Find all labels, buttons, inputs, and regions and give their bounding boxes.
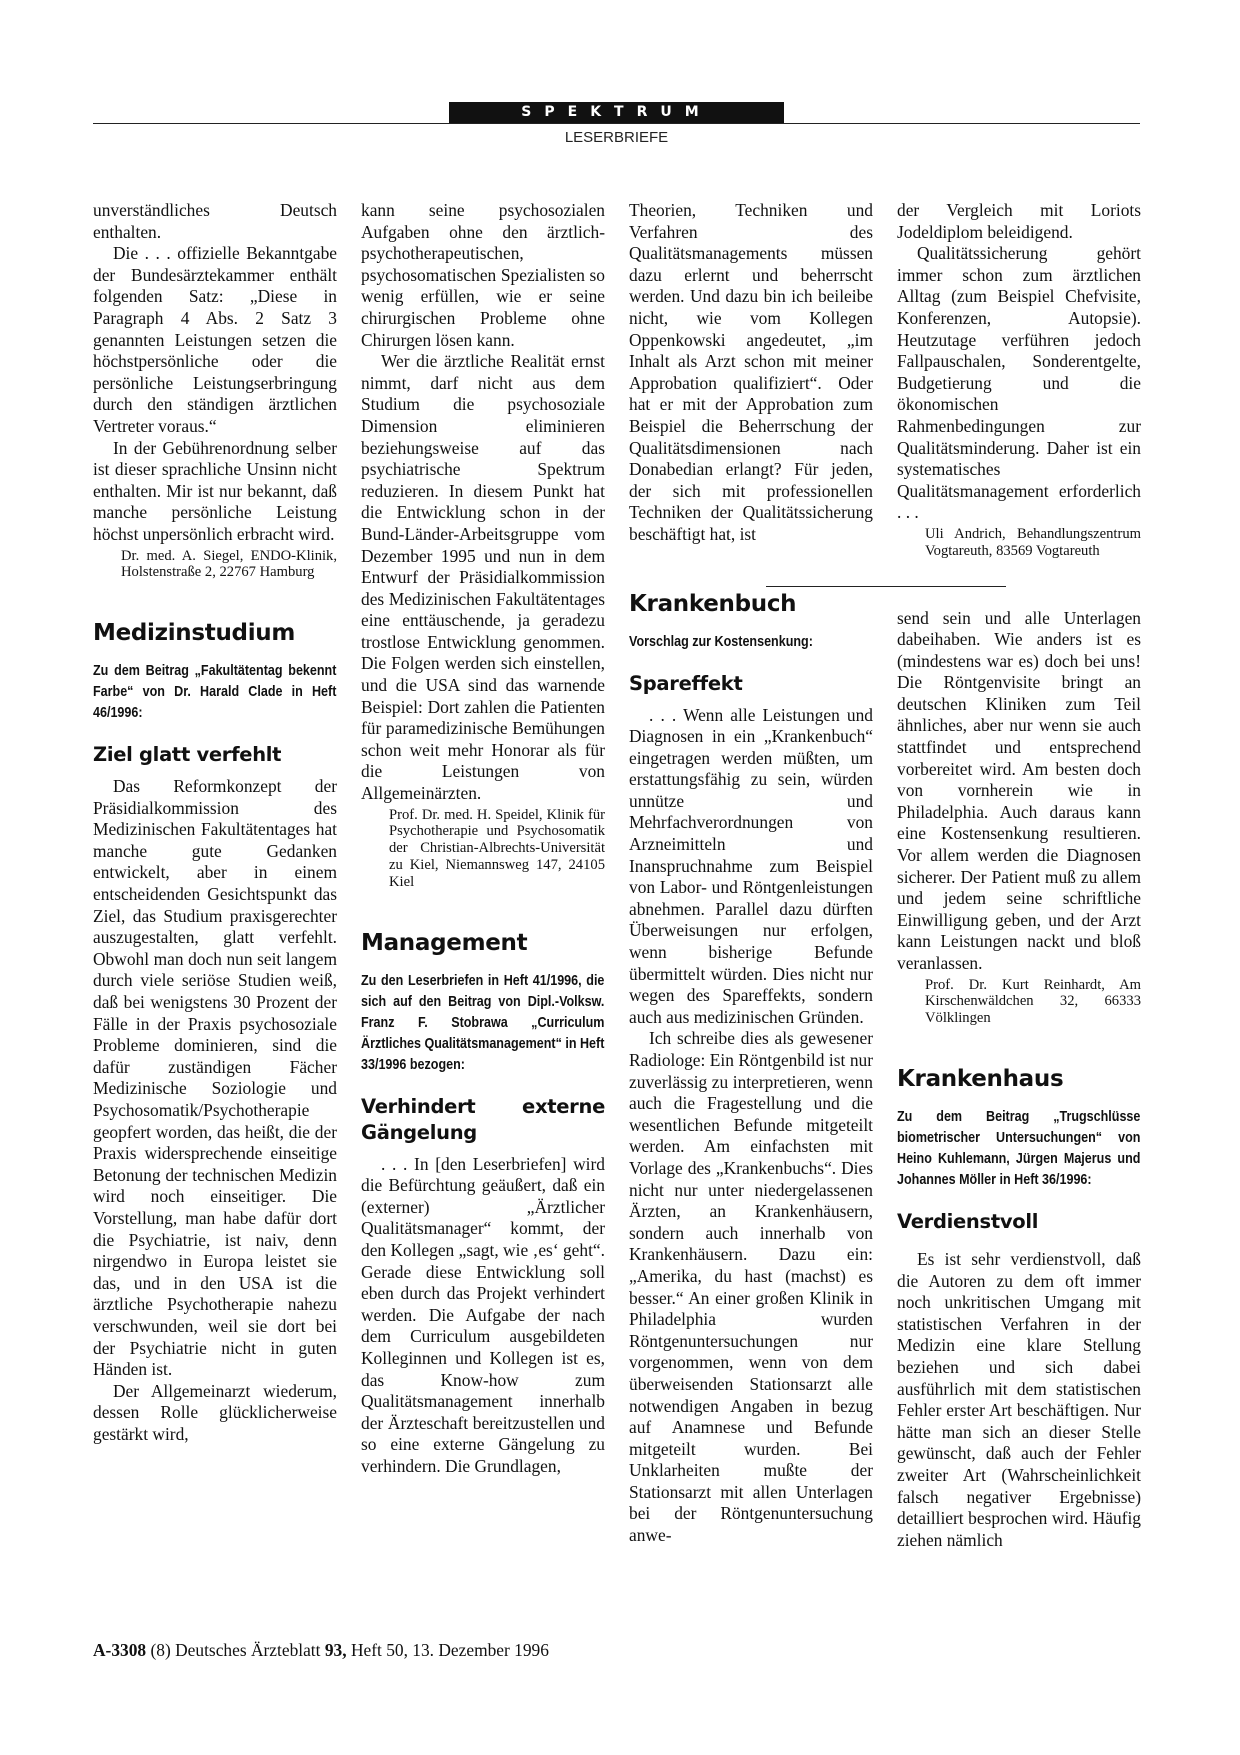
letter-signature: Uli Andrich, Behandlungszentrum Vogtareuth, 83569 Vogtareuth (925, 525, 1141, 559)
rubric-title: Medizinstudium (93, 620, 296, 647)
rubric-title: Krankenhaus (897, 1065, 1064, 1092)
paragraph: Ich schreibe dies als gewesener Radiologe: Ein Röntgenbild ist nur zuverlässig zu interpretieren, wenn auch die Fragestellung und die wesentlichen Befunde mitgeteilt werden. Am einfachsten mit Vorlage des „Krankenbuchs“. Dies nicht nur unter niedergelassenen Ärzten, an Krankenhäusern, sondern auch innerhalb von Krankenhäusern. Dazu ein: „Amerika, du hast (machst) es besser.“ An einer großen Klinik in Philadelphia wurden Röntgenuntersuchungen nur vorgenommen, wenn von dem überweisenden Stationsarzt alle notwendigen Angaben in bezug auf Anamnese und Befunde mitgeteilt wurden. Bei Unklarheiten mußte der Stationsarzt mit allen Unterlagen bei der Röntgenuntersuchung anwe- (629, 1028, 873, 1546)
paragraph: Theorien, Techniken und Verfahren des Qualitätsmanagements müssen dazu erlernt und beherrscht werden. Und dazu bin ich beileibe nicht, wie vom Kollegen Oppenkowski angedeutet, „im Inhalt als Arzt schon mit meiner Approbation qualifiziert“. Oder hat er mit der Approbation zum Beispiel die Beherrschung der Qualitätsdimensionen nach Donabedian erlangt? Für jeden, der sich mit professionellen Techniken der Qualitätssicherung beschäftigt hat, ist (629, 200, 873, 544)
paragraph: kann seine psychosozialen Aufgaben ohne den ärztlich-psychotherapeutischen, psychosomatischen Spezialisten so wenig erfüllen, wie er seine chirurgischen Probleme ohne Chirurgen lösen kann. (361, 200, 605, 350)
footer-volume: 93, (324, 1640, 347, 1660)
subsection-title: LESERBRIEFE (564, 129, 669, 146)
column-2 (361, 200, 605, 1478)
paragraph: send sein und alle Unterlagen dabeihaben. Wie anders ist es (mindestens war es) doch bei uns! Die Röntgenvisite bringt an deutschen Kliniken zum Teil ähnliches, aber nur wenn sie auch stattfindet und entsprechend vorbereitet wird. Am besten doch von vornherein wie in Philadelphia. Auch daraus kann eine Kostensenkung resultieren. Vor allem werden die Diagnosen sicherer. Der Patient muß zu allem und jedem seine schriftliche Einwilligung geben, und der Arzt kann Leistungen nackt und bloß veranlassen. (897, 607, 1141, 973)
letter-signature: Prof. Dr. med. H. Speidel, Klinik für Psychotherapie und Psychosomatik der Christian-Albrechts-Universität zu Kiel, Niemannsweg 147, 24105 Kiel (389, 806, 605, 890)
footer-journal: (8) Deutsches Ärzteblatt (150, 1640, 321, 1660)
rubric-teaser: Zu dem Beitrag „Trugschlüsse biometrischer Untersuchungen“ von Heino Kuhlemann, Jürgen Majerus und Johannes Möller in Heft 36/1996: (897, 1108, 1141, 1188)
letter-signature: Dr. med. A. Siegel, ENDO-Klinik, Holstenstraße 2, 22767 Hamburg (121, 547, 337, 581)
rubric-teaser: Zu den Leserbriefen in Heft 41/1996, die sich auf den Beitrag von Dipl.-Volksw. Franz F. Stobrawa „Curriculum Ärztliches Qualitätsmanagement“ in Heft 33/1996 bezogen: (361, 972, 605, 1073)
paragraph: Die . . . offizielle Bekanntgabe der Bundesärztekammer enthält folgenden Satz: „Diese in Paragraph 4 Abs. 2 Satz 3 genannten Leistungen setzen die höchstpersönliche oder die persönliche Leistungserbringung durch den ständigen ärztlichen Vertreter voraus.“ (93, 243, 337, 436)
paragraph: . . . In [den Leserbriefen] wird die Befürchtung geäußert, daß ein (externer) „Ärztlicher Qualitätsmanager“ kommt, der den Kollegen „sagt, wie ‚es‘ geht“. Gerade diese Entwicklung soll eben durch das Projekt verhindert werden. Die Aufgabe der nach dem Curriculum ausgebildeten Kolleginnen und Kollegen ist es, das Know-how zum Qualitätsmanagement innerhalb der Ärzteschaft bereitzustellen und so eine externe Gängelung zu verhindern. Die Grundlagen, (361, 1153, 605, 1476)
paragraph: In der Gebührenordnung selber ist dieser sprachliche Unsinn nicht enthalten. Mir ist nur bekannt, daß manche persönliche Leistung höchst unpersönlich erbracht wird. (93, 437, 337, 544)
letter-headline: Spareffekt (629, 671, 743, 695)
page-number: A-3308 (93, 1640, 147, 1660)
rubric-title: Krankenbuch (629, 590, 797, 617)
paragraph: . . . Wenn alle Leistungen und Diagnosen in ein „Krankenbuch“ eingetragen werden müßten, um erstattungsfähig zu sein, würden unnütze und Mehrfachverordnungen von Arzneimitteln und Inanspruchnahme zum Beispiel von Labor- und Röntgenleistungen abnehmen. Parallel dazu dürften Überweisungen nur erfolgen, wenn bisherige Befunde übermittelt würden. Dies nicht nur wegen des Spareffekts, sondern auch aus medizinischen Gründen. (629, 704, 873, 1027)
column-4 (897, 200, 1141, 1551)
paragraph: Es ist sehr verdienstvoll, daß die Autoren zu dem oft immer noch unkritischen Umgang mit statistischen Verfahren in der Medizin eine klare Stellung beziehen und sich dabei ausführlich mit dem statistischen Fehler erster Art beschäftigen. Nur hätte man sich an dieser Stelle gewünscht, daß auch der Fehler zweiter Art (Wahrscheinlichkeit falsch negativer Ergebnisse) detailliert besprochen wird. Häufig ziehen nämlich (897, 1248, 1141, 1550)
paragraph: unverständliches Deutsch enthalten. (93, 200, 337, 242)
letter-signature: Prof. Dr. Kurt Reinhardt, Am Kirschenwäldchen 32, 66333 Völklingen (925, 976, 1141, 1027)
paragraph: der Vergleich mit Loriots Jodeldiplom beleidigend. (897, 200, 1141, 242)
section-bar: SPEKTRUM (449, 102, 784, 123)
rubric-teaser: Vorschlag zur Kostensenkung: (629, 633, 813, 650)
header-rule (93, 123, 1140, 124)
paragraph: Der Allgemeinarzt wiederum, dessen Rolle glücklicherweise gestärkt wird, (93, 1380, 337, 1444)
footer-issue: Heft 50, 13. Dezember 1996 (350, 1640, 549, 1660)
rubric-teaser: Zu dem Beitrag „Fakultätentag bekennt Farbe“ von Dr. Harald Clade in Heft 46/1996: (93, 663, 337, 722)
page-footer (93, 1640, 549, 1661)
rubric-title: Management (361, 929, 528, 956)
letter-headline: Ziel glatt verfehlt (93, 743, 282, 767)
letter-headline: Verdienstvoll (897, 1209, 1039, 1233)
column-1 (93, 200, 337, 1446)
column-3 (629, 200, 873, 1547)
paragraph: Wer die ärztliche Realität ernst nimmt, darf nicht aus dem Studium die psychosoziale Dimension eliminieren beziehungsweise auf das psychiatrische Spektrum reduzieren. In diesem Punkt hat die Entwicklung schon in der Bund-Länder-Arbeitsgruppe vom Dezember 1995 und nun in dem Entwurf der Präsidialkommission des Medizinischen Fakultätentages eine enttäuschende, ja geradezu trostlose Entwicklung genommen. Die Folgen werden sich einstellen, und die USA sind das warnende Beispiel: Dort zahlen die Patienten für paramedizinische Bemühungen schon weit mehr Honorar als für die Leistungen von Allgemeinärzten. (361, 351, 605, 804)
letter-headline: Verhindert externe Gängelung (361, 1094, 605, 1144)
paragraph: Das Reformkonzept der Präsidialkommission des Medizinischen Fakultätentages hat manche gute Gedanken entwickelt, aber in einem entscheidenden Gesichtspunkt das Ziel, das Studium praxisgerechter auszugestalten, glatt verfehlt. Obwohl man doch nun seit langem durch viele seriöse Studien weiß, daß bei wenigstens 30 Prozent der Fälle in der Praxis psychosoziale Probleme dominieren, sind die dafür zuständigen Fächer Medizinische Soziologie und Psychosomatik/Psychotherapie geopfert worden, das heißt, die der Praxis widersprechende einseitige Betonung der technischen Medizin wird noch einseitiger. Die Vorstellung, man habe dafür dort die Psychiatrie, ist naiv, denn nirgendwo in Europa leistet sie das, und in den USA ist die ärztliche Psychotherapie nahezu verschwunden, weil sie dort bei der Psychiatrie nicht in guten Händen ist. (93, 776, 337, 1380)
paragraph: Qualitätssicherung gehört immer schon zum ärztlichen Alltag (zum Beispiel Chefvisite, Konferenzen, Autopsie). Heutzutage verführen jedoch Fallpauschalen, Sonderentgelte, Budgetierung und die ökonomischen Rahmenbedingungen zur Qualitätsminderung. Daher ist ein systematisches Qualitätsmanagement erforderlich . . . (897, 243, 1141, 523)
